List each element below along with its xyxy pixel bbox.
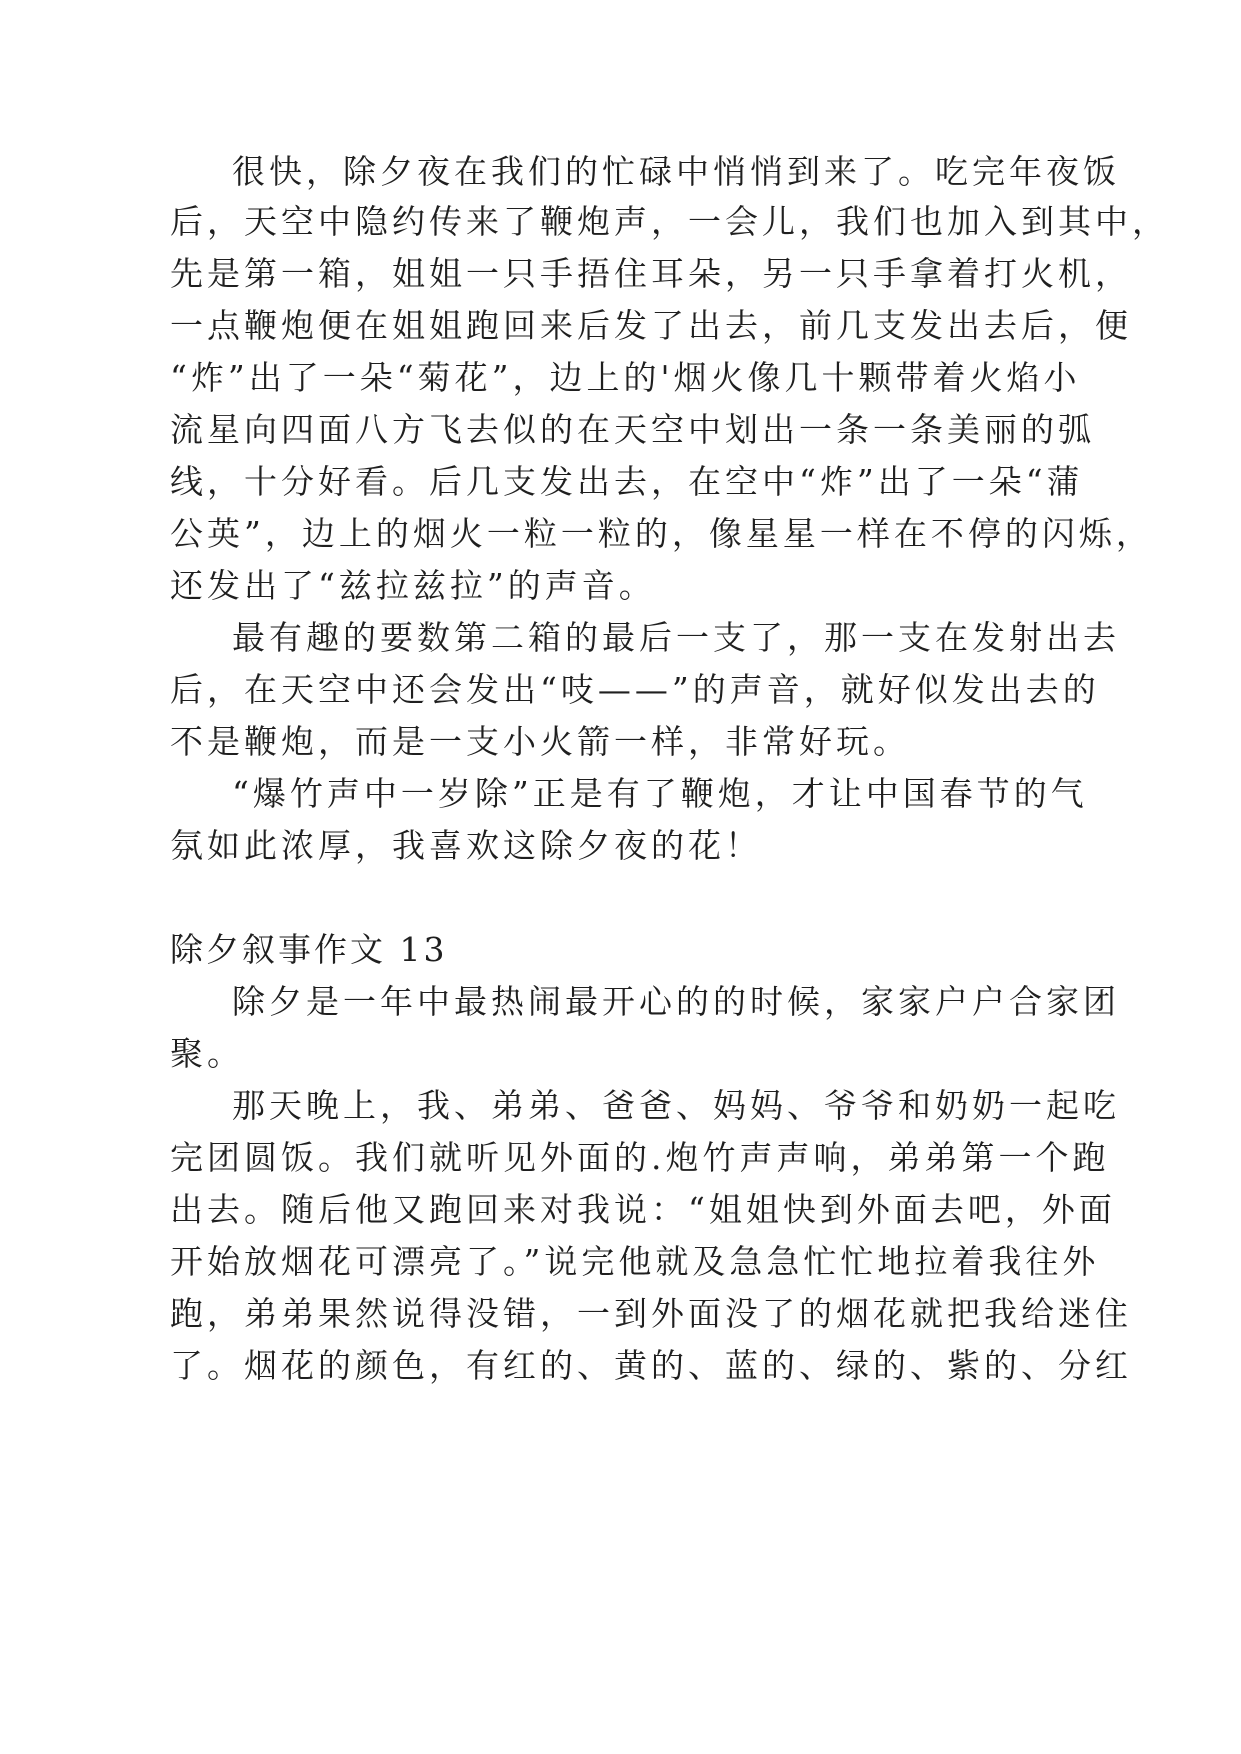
paragraph-5-line-3: 出去。随后他又跑回来对我说：“姐姐快到外面去吧，外面	[170, 1190, 1116, 1229]
paragraph-4-line-2: 聚。	[170, 1034, 244, 1073]
paragraph-4-line-1: 除夕是一年中最热闹最开心的的时候，家家户户合家团	[232, 982, 1120, 1021]
paragraph-2-line-2: 后，在天空中还会发出“吱——”的声音，就好似发出去的	[170, 670, 1100, 709]
paragraph-3-line-2: 氛如此浓厚，我喜欢这除夕夜的花！	[170, 826, 762, 865]
paragraph-2-line-1: 最有趣的要数第二箱的最后一支了，那一支在发射出去	[232, 618, 1120, 657]
paragraph-1-line-8: 公英”，边上的烟火一粒一粒的，像星星一样在不停的闪烁，	[170, 514, 1153, 553]
paragraph-5-line-4: 开始放烟花可漂亮了。”说完他就及急急忙忙地拉着我往外	[170, 1242, 1100, 1281]
paragraph-1-line-4: 一点鞭炮便在姐姐跑回来后发了出去，前几支发出去后，便	[170, 306, 1132, 345]
paragraph-2-line-3: 不是鞭炮，而是一支小火箭一样，非常好玩。	[170, 722, 910, 761]
paragraph-3-line-1: “爆竹声中一岁除”正是有了鞭炮，才让中国春节的气	[232, 774, 1088, 813]
paragraph-1-line-6: 流星向四面八方飞去似的在天空中划出一条一条美丽的弧	[170, 410, 1095, 449]
paragraph-5-line-2: 完团圆饭。我们就听见外面的.炮竹声声响，弟弟第一个跑	[170, 1138, 1110, 1177]
paragraph-1-line-9: 还发出了“兹拉兹拉”的声音。	[170, 566, 656, 605]
paragraph-1-line-1: 很快，除夕夜在我们的忙碌中悄悄到来了。吃完年夜饭	[232, 152, 1120, 191]
paragraph-1-line-2: 后，天空中隐约传来了鞭炮声，一会儿，我们也加入到其中，	[170, 202, 1169, 241]
paragraph-5-line-6: 了。烟花的颜色，有红的、黄的、蓝的、绿的、紫的、分红	[170, 1346, 1132, 1385]
paragraph-5-line-5: 跑，弟弟果然说得没错，一到外面没了的烟花就把我给迷住	[170, 1294, 1132, 1333]
paragraph-5-line-1: 那天晚上，我、弟弟、爸爸、妈妈、爷爷和奶奶一起吃	[232, 1086, 1120, 1125]
paragraph-1-line-7: 线，十分好看。后几支发出去，在空中“炸”出了一朵“蒲	[170, 462, 1084, 501]
paragraph-1-line-3: 先是第一箱，姐姐一只手捂住耳朵，另一只手拿着打火机，	[170, 254, 1132, 293]
paragraph-1-line-5: “炸”出了一朵“菊花”，边上的'烟火像几十颗带着火焰小	[170, 358, 1081, 397]
section-heading: 除夕叙事作文 13	[170, 930, 448, 969]
